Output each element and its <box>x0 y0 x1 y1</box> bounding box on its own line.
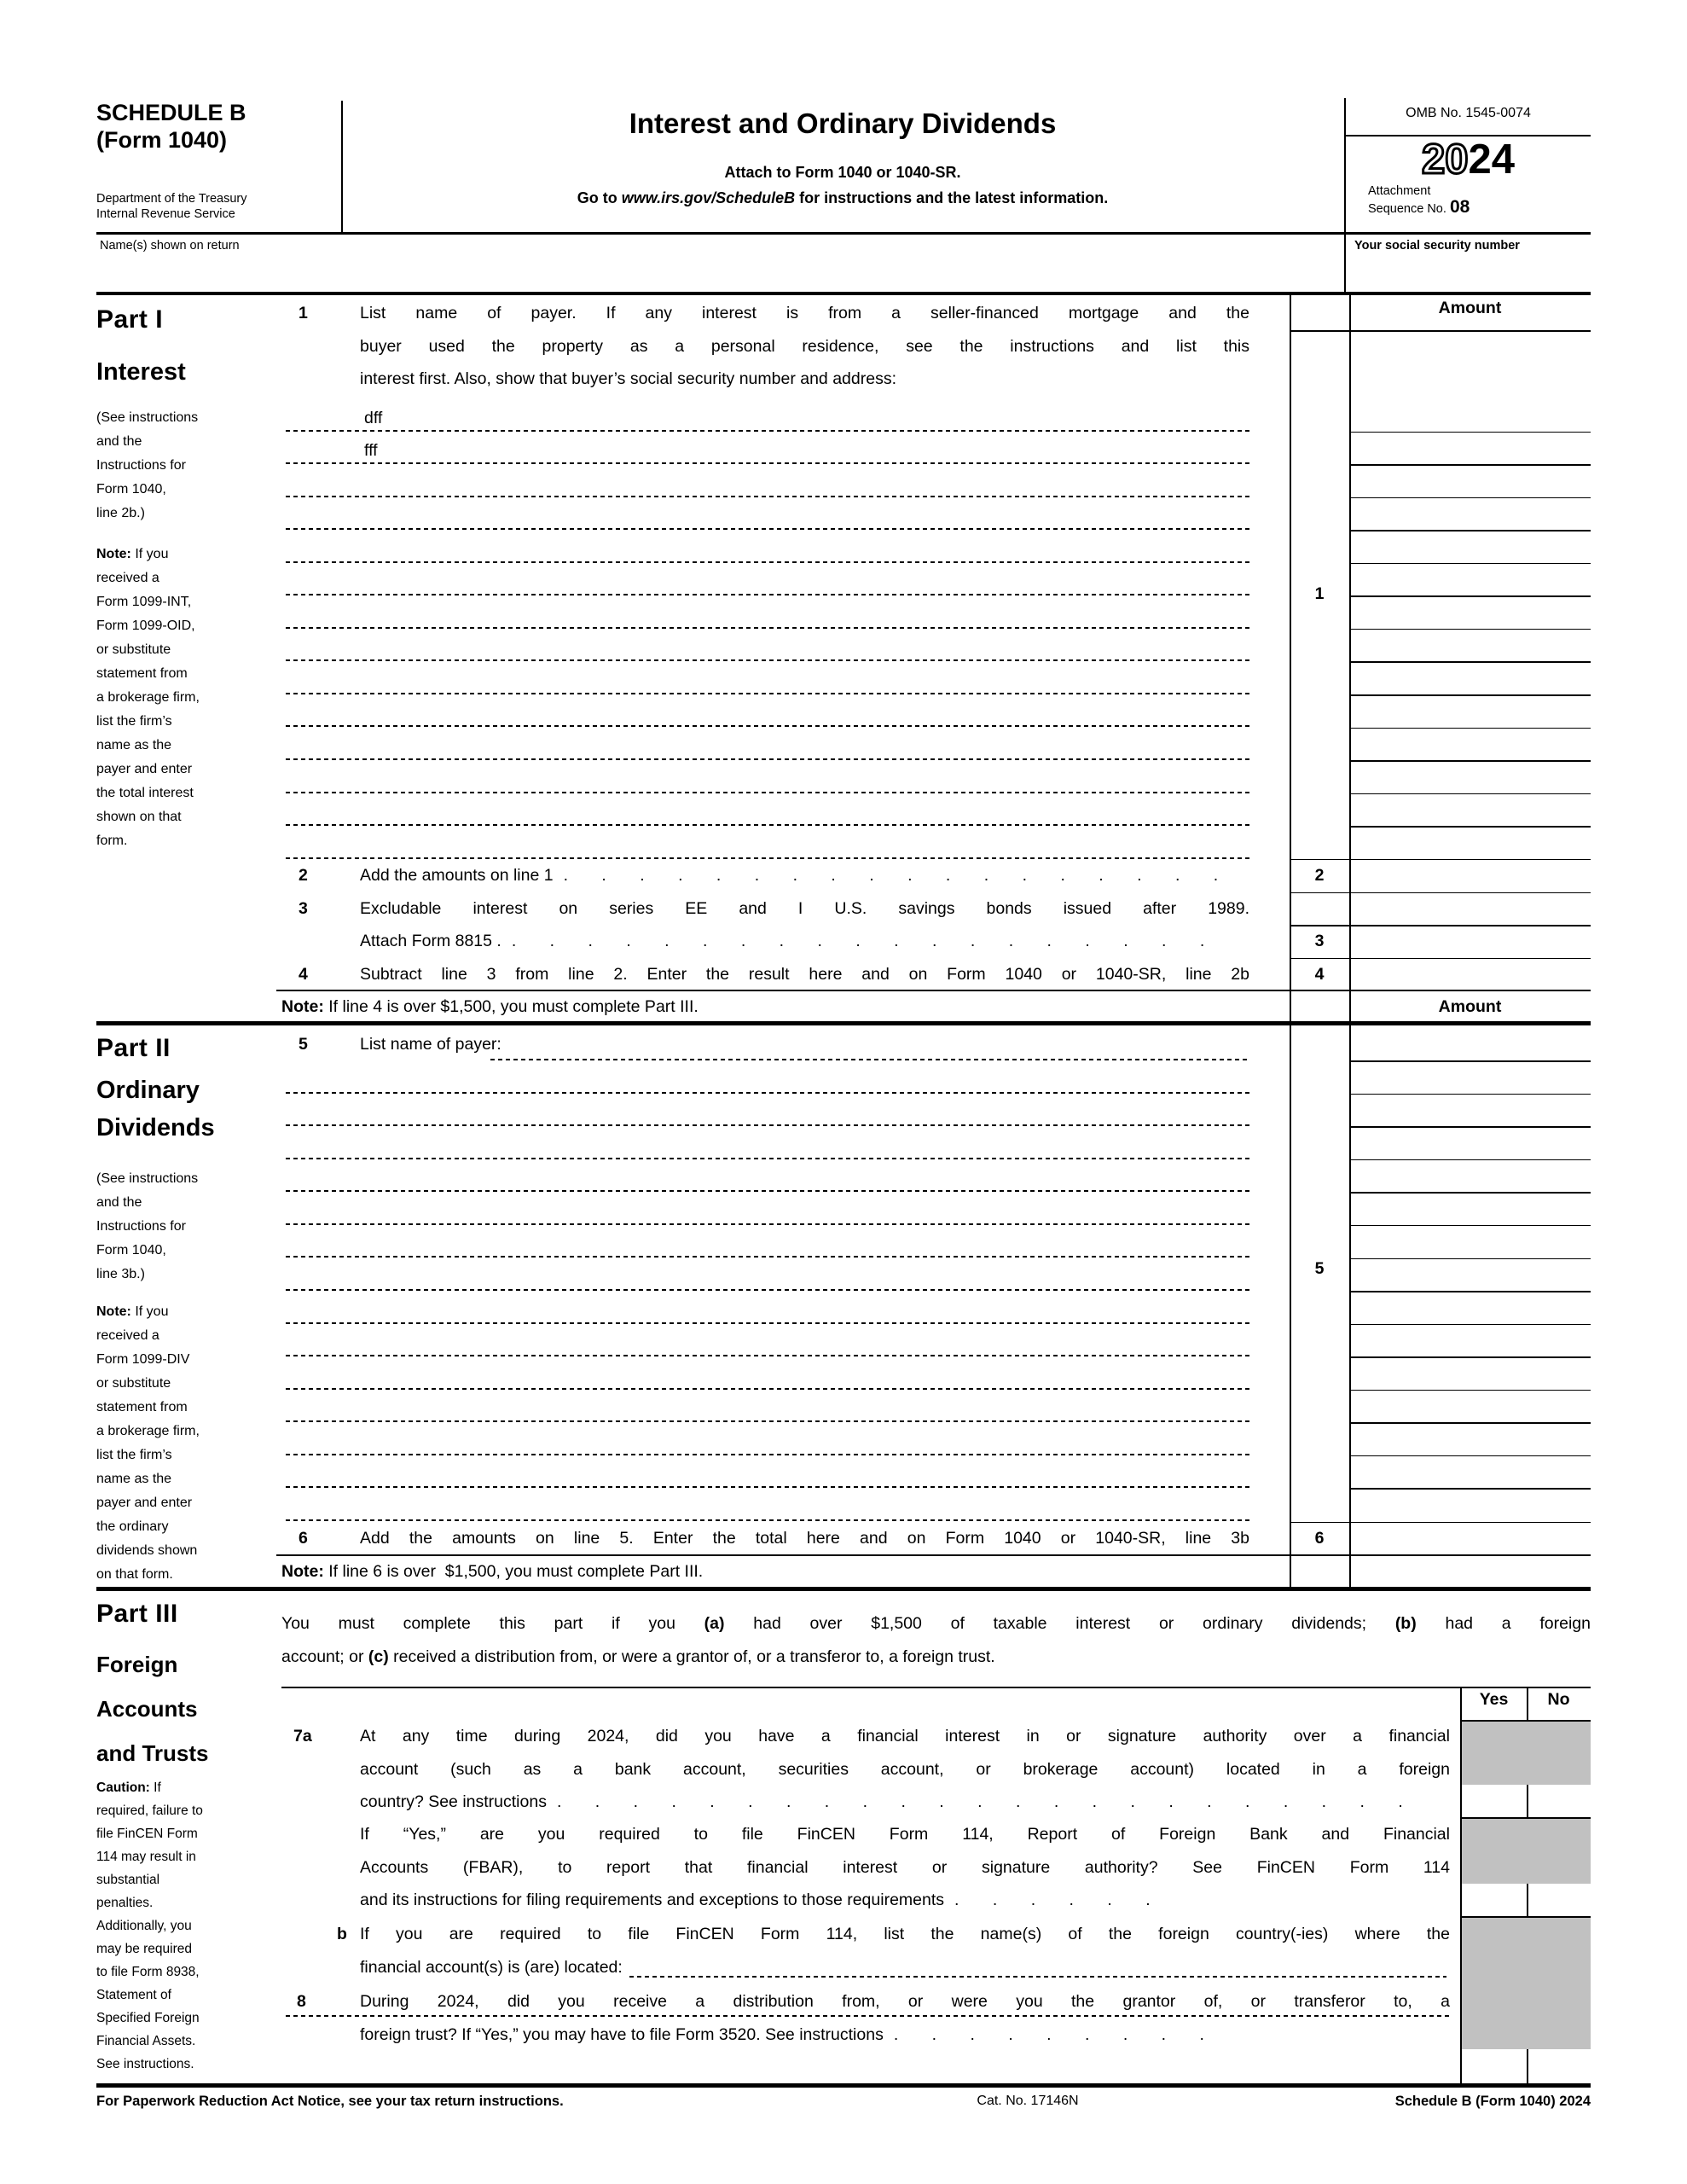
caution-label: Caution: <box>96 1780 150 1795</box>
payer-row[interactable] <box>286 1488 1249 1521</box>
tax-year <box>1346 136 1591 183</box>
sidebar-note-line: file FinCEN Form <box>96 1827 198 1841</box>
sidebar-note-line: Specified Foreign <box>96 2011 200 2025</box>
line1-instructions <box>360 297 1249 396</box>
text-segment: www.irs.gov/ScheduleB <box>621 189 796 206</box>
amount-row-line <box>1349 497 1591 499</box>
sidebar-note-line: may be required <box>96 1942 193 1956</box>
ssn-field[interactable] <box>1354 256 1585 290</box>
amount-row-line <box>1349 1159 1591 1161</box>
sidebar-note-line: received a <box>96 1328 159 1343</box>
sidebar-note-line: Statement of <box>96 1988 171 2002</box>
note-text: If line 4 is over $1,500, you must complete Part III. <box>323 997 699 1016</box>
sidebar-note-line: or substitute <box>96 642 171 657</box>
question-line: If you are required to file FinCEN Form 114, list the name(s) of the foreign country(-ies) where the <box>360 1925 1450 1943</box>
sidebar-note-line: Financial Assets. <box>96 2034 196 2048</box>
question-line: If “Yes,” are you required to file FinCEN Form 114, Report of Foreign Bank and Financial <box>360 1825 1450 1844</box>
sidebar-note-line: shown on that <box>96 810 182 824</box>
part1-note <box>96 543 282 853</box>
shaded-cell-block-fbar <box>1462 1819 1591 1885</box>
payer-row[interactable] <box>286 1225 1249 1258</box>
payer-row[interactable] <box>286 1060 1249 1094</box>
see-line: Instructions for <box>96 1219 186 1234</box>
question-line: account (such as a bank account, securities account, or brokerage account) located in a foreign <box>360 1759 1450 1779</box>
question-line: During 2024, did you receive a distribution from, or were you the grantor of, or transferor to, a <box>360 1992 1450 2011</box>
line7a-yes-cell[interactable] <box>1461 1785 1526 1816</box>
payer-row[interactable] <box>286 760 1249 793</box>
payer-row[interactable] <box>286 694 1249 728</box>
row-line <box>1290 859 1591 861</box>
see-line: and the <box>96 434 142 449</box>
amount-row-line <box>1349 793 1591 795</box>
attach-instruction: Attach to Form 1040 or 1040-SR. <box>724 164 961 181</box>
answer-row-border <box>1460 1916 1591 1918</box>
dot-leader: . . . . . . . . . <box>893 2024 1204 2044</box>
text-segment: received a distribution from, or were a grantor of, or a transferor to, a foreign trust. <box>388 1647 995 1666</box>
part3-intro <box>281 1607 1591 1673</box>
sidebar-note-line: dividends shown <box>96 1543 198 1558</box>
amount-row-line <box>1349 1192 1591 1194</box>
form-bottom-rule <box>96 2083 1591 2088</box>
payer-row[interactable] <box>286 1291 1249 1324</box>
yesno-table-top-border <box>281 1687 1591 1688</box>
line3-text-2: Attach Form 8815 . <box>360 932 501 950</box>
part2-label: Part II <box>96 1034 171 1062</box>
name-field[interactable] <box>100 256 1328 290</box>
line4-box-label: 4 <box>1314 964 1325 984</box>
agency-line2: Internal Revenue Service <box>96 207 235 221</box>
part3-title-3: and Trusts <box>96 1740 209 1766</box>
part2-see-instructions <box>96 1167 280 1287</box>
intro-line <box>281 1607 1591 1641</box>
part1-see-instructions <box>96 406 280 526</box>
text-segment: account; or <box>281 1647 368 1666</box>
payer-list-part1 <box>286 398 1249 859</box>
fbar-text <box>360 1818 1450 1917</box>
amount-row-line <box>1349 464 1591 466</box>
payer-row[interactable] <box>286 1094 1249 1127</box>
yes-header: Yes <box>1479 1690 1509 1709</box>
part2-amount-header: Amount <box>1438 997 1502 1016</box>
sidebar-note-line: substantial <box>96 1873 160 1887</box>
part3-caution <box>96 1776 282 2076</box>
part1-amount-header: Amount <box>1438 299 1502 317</box>
text-segment: (a) <box>704 1614 725 1633</box>
name-label: Name(s) shown on return <box>100 239 240 253</box>
payer-row[interactable] <box>286 497 1249 531</box>
row-line <box>1290 925 1591 926</box>
line6-box-label: 6 <box>1314 1529 1325 1548</box>
line1-box-label: 1 <box>1314 584 1325 603</box>
amount-row-line <box>1349 694 1591 696</box>
note-label: Note: <box>96 547 131 561</box>
question-line: At any time during 2024, did you have a financial interest in or signature authority over a financial <box>360 1727 1450 1745</box>
amount-row-line <box>1349 563 1591 565</box>
fbar-yes-cell[interactable] <box>1461 1884 1526 1915</box>
part1-bottom-note <box>281 990 699 1024</box>
form-header-left <box>96 99 335 222</box>
payer-row[interactable] <box>286 1324 1249 1357</box>
payer-row[interactable] <box>286 1455 1249 1489</box>
payer-row[interactable] <box>286 793 1249 827</box>
amount-row-line <box>1349 1488 1591 1490</box>
sidebar-note-line: Form 1099-DIV <box>96 1352 190 1367</box>
form-header-center <box>343 107 1342 207</box>
see-line: line 2b.) <box>96 506 145 520</box>
part3-label: Part III <box>96 1600 178 1628</box>
text-segment: had a foreign <box>1416 1614 1591 1633</box>
line6-amount-cell[interactable] <box>1351 1523 1590 1554</box>
shaded-cell-block-7b8 <box>1462 1918 1591 2050</box>
sidebar-note-line: a brokerage firm, <box>96 690 200 705</box>
attachment-label: Attachment <box>1368 184 1431 198</box>
sidebar-note-line: See instructions. <box>96 2057 194 2071</box>
payer-row[interactable] <box>286 1126 1249 1159</box>
line2-text <box>360 859 1249 892</box>
sidebar-note-line: statement from <box>96 666 188 681</box>
line7b-number: b <box>337 1925 347 1943</box>
line2-box-label: 2 <box>1314 866 1325 885</box>
line7a-number: 7a <box>293 1727 312 1745</box>
schedule-label: SCHEDULE B <box>96 100 246 125</box>
omb-number: OMB No. 1545-0074 <box>1406 106 1531 120</box>
see-line: Form 1040, <box>96 482 166 497</box>
line8-number: 8 <box>297 1992 306 2011</box>
line4-amount-cell[interactable] <box>1351 958 1590 989</box>
see-line: line 3b.) <box>96 1267 145 1281</box>
row-line <box>1290 892 1591 894</box>
dot-leader: . . . . . . . . . . . . . . . . . . . <box>511 932 1205 950</box>
line1-text: buyer used the property as a personal residence, see the instructions and list this <box>360 336 1249 356</box>
payer-row[interactable] <box>286 661 1249 694</box>
ssn-label: Your social security number <box>1354 239 1520 253</box>
agency-line1: Department of the Treasury <box>96 192 247 206</box>
text-segment: had over $1,500 of taxable interest or ordinary dividends; <box>724 1614 1395 1633</box>
line4-number: 4 <box>299 964 308 984</box>
payer-row[interactable] <box>286 826 1249 859</box>
caution-lines <box>96 1799 282 2076</box>
sidebar-note-line: name as the <box>96 738 172 752</box>
amount-row-line <box>1349 530 1591 531</box>
payer-row[interactable] <box>286 1192 1249 1225</box>
sidebar-note-line: name as the <box>96 1472 172 1486</box>
part2-note <box>96 1300 282 1587</box>
sidebar-note-line: list the firm’s <box>96 714 172 729</box>
country-entry-line[interactable] <box>629 1951 1446 1984</box>
note-text: If you <box>130 1304 169 1319</box>
catalog-number: Cat. No. 17146N <box>977 2094 1079 2108</box>
name-row-bottom-rule <box>96 292 1591 295</box>
question-line: and its instructions for filing requirements and exceptions to those requirements <box>360 1891 945 1909</box>
sidebar-note-line: received a <box>96 571 159 585</box>
part2-title-1: Ordinary <box>96 1077 200 1104</box>
line6-text: Add the amounts on line 5. Enter the total here and on Form 1040 or 1040-SR, line 3b <box>360 1529 1249 1548</box>
sidebar-note-line: or substitute <box>96 1376 171 1391</box>
line6-number: 6 <box>299 1529 308 1548</box>
question-line: country? See instructions <box>360 1792 547 1811</box>
part2-note-lines <box>96 1324 282 1587</box>
question-line: Accounts (FBAR), to report that financial interest or signature authority? See FinCEN Form 114 <box>360 1857 1450 1877</box>
amount-row-line <box>1349 760 1591 762</box>
line5-box-label: 5 <box>1314 1259 1325 1278</box>
goto-instruction <box>343 189 1342 207</box>
paperwork-notice: For Paperwork Reduction Act Notice, see your tax return instructions. <box>96 2094 564 2109</box>
part2-title-2: Dividends <box>96 1114 215 1141</box>
amount-row-line <box>1349 1390 1591 1391</box>
payer-list-part2 <box>286 1060 1249 1521</box>
line1-text: List name of payer. If any interest is from a seller-financed mortgage and the <box>360 304 1249 322</box>
answer-row-border <box>1460 1817 1591 1819</box>
amount-row-line <box>1349 661 1591 663</box>
attachment-sequence <box>1368 184 1591 218</box>
caution-text: If <box>149 1780 161 1795</box>
line8-text <box>360 1985 1450 2051</box>
no-header: No <box>1547 1690 1570 1709</box>
part2-part3-divider <box>96 1587 1591 1591</box>
payer-row[interactable] <box>286 727 1249 760</box>
line1-amount-region[interactable] <box>1351 331 1590 858</box>
part3-title-2: Accounts <box>96 1696 198 1722</box>
payer-row[interactable] <box>286 1390 1249 1423</box>
dot-leader: . . . . . . . . . . . . . . . . . . . . . . . <box>556 1792 1403 1811</box>
part1-label: Part I <box>96 305 164 334</box>
payer-row[interactable] <box>490 1028 1249 1061</box>
amount-row-line <box>1349 1060 1591 1062</box>
amount-row-line <box>1349 1356 1591 1358</box>
line5-text: List name of payer: <box>360 1034 501 1054</box>
line1-number: 1 <box>299 304 308 322</box>
sidebar-note-line: form. <box>96 834 128 848</box>
sidebar-note-line: required, failure to <box>96 1804 203 1818</box>
amount-row-line <box>1349 826 1591 828</box>
line3-text <box>360 892 1249 958</box>
text-segment: for instructions and the latest information. <box>795 189 1109 206</box>
line1-text: interest first. Also, show that buyer’s social security number and address: <box>360 369 896 388</box>
line8-no-cell[interactable] <box>1528 2050 1590 2082</box>
payer-row[interactable] <box>286 1422 1249 1455</box>
name-row-divider <box>1344 235 1346 292</box>
payer-value: dff <box>364 408 383 427</box>
sidebar-note-line: a brokerage firm, <box>96 1424 200 1438</box>
amount-row-line <box>1349 728 1591 729</box>
sidebar-note-line: payer and enter <box>96 762 193 776</box>
part2-bottom-note <box>281 1555 703 1589</box>
footer-form-id: Schedule B (Form 1040) 2024 <box>1394 2094 1591 2109</box>
amount-row-line <box>1349 432 1591 433</box>
form-title: Interest and Ordinary Dividends <box>629 107 1057 139</box>
amount-row-line <box>1349 1094 1591 1095</box>
question-line: financial account(s) is (are) located: <box>360 1957 623 1977</box>
header-bottom-rule <box>96 232 1591 235</box>
sidebar-note-line: payer and enter <box>96 1496 193 1510</box>
note-label: Note: <box>281 997 324 1016</box>
sidebar-note-line: penalties. <box>96 1896 154 1910</box>
amount-row-line <box>1349 1422 1591 1424</box>
see-line: Instructions for <box>96 458 186 473</box>
line3-box-label: 3 <box>1314 932 1325 950</box>
sidebar-note-line: list the firm’s <box>96 1448 172 1462</box>
sidebar-note-line: Additionally, you <box>96 1919 192 1933</box>
amount-row-line <box>1349 1291 1591 1292</box>
question-line: foreign trust? If “Yes,” you may have to file Form 3520. See instructions <box>360 2024 884 2044</box>
line5-number: 5 <box>299 1034 308 1054</box>
payer-row[interactable] <box>286 530 1249 563</box>
sidebar-note-line: the total interest <box>96 786 194 800</box>
part1-title: Interest <box>96 358 186 386</box>
part1-note-lines <box>96 566 282 853</box>
payer-row[interactable] <box>286 398 1249 432</box>
sequence-number: 08 <box>1449 197 1470 217</box>
note-label: Note: <box>96 1304 131 1319</box>
sidebar-note-line: to file Form 8938, <box>96 1965 200 1979</box>
see-line: and the <box>96 1195 142 1210</box>
intro-line <box>281 1641 1591 1674</box>
text-segment: Go to <box>577 189 622 206</box>
amount-row-line <box>1349 1455 1591 1457</box>
tax-year-bold: 24 <box>1468 136 1516 183</box>
payer-row[interactable] <box>286 1258 1249 1291</box>
sidebar-note-line: Form 1099-INT, <box>96 595 192 609</box>
amount-row-line <box>1349 595 1591 597</box>
sidebar-note-line: statement from <box>96 1400 188 1414</box>
payer-row[interactable] <box>286 563 1249 596</box>
fbar-no-cell[interactable] <box>1528 1884 1590 1915</box>
amount-row-line <box>1349 1324 1591 1326</box>
line8-yes-cell[interactable] <box>1461 2050 1526 2082</box>
note-text: If you <box>130 547 169 561</box>
amount-row-line <box>1349 1126 1591 1128</box>
line7a-text <box>360 1720 1450 1819</box>
sidebar-note-line: the ordinary <box>96 1519 169 1534</box>
line3-number: 3 <box>299 898 308 918</box>
line2-amount-cell[interactable] <box>1351 860 1590 892</box>
payer-row[interactable] <box>286 1356 1249 1390</box>
payer-row[interactable] <box>286 595 1249 629</box>
payer-value: fff <box>364 441 378 461</box>
dot-leader: . . . . . . <box>954 1891 1151 1909</box>
part1-part2-divider <box>96 1021 1591 1025</box>
text-segment: (b) <box>1394 1614 1417 1633</box>
tax-year-outline: 20 <box>1421 136 1469 183</box>
amount-row-line <box>1349 1258 1591 1260</box>
line7a-no-cell[interactable] <box>1528 1785 1590 1816</box>
line4-text: Subtract line 3 from line 2. Enter the result here and on Form 1040 or 1040-SR, line 2b <box>360 964 1249 984</box>
part3-title-1: Foreign <box>96 1652 178 1677</box>
sidebar-note-line: 114 may result in <box>96 1850 196 1864</box>
sidebar-note-line: on that form. <box>96 1567 173 1582</box>
note-text: If line 6 is over $1,500, you must complete Part III. <box>323 1562 704 1581</box>
see-line: Form 1040, <box>96 1243 166 1258</box>
amount-row-line <box>1349 629 1591 630</box>
line2-number: 2 <box>299 866 308 885</box>
shaded-cell-block-7a <box>1462 1722 1591 1786</box>
see-line: (See instructions <box>96 410 199 425</box>
payer-row[interactable] <box>286 629 1249 662</box>
line7b-text <box>360 1918 1450 1984</box>
sequence-label: Sequence No. <box>1368 202 1450 216</box>
see-line: (See instructions <box>96 1171 199 1186</box>
text-segment: (c) <box>368 1647 389 1666</box>
dot-leader: . . . . . . . . . . . . . . . . . . <box>563 866 1219 885</box>
line3-text-1: Excludable interest on series EE and I U.S. savings bonds issued after 1989. <box>360 898 1249 918</box>
line5-amount-region[interactable] <box>1351 1025 1590 1520</box>
text-segment: You must complete this part if you <box>281 1614 704 1633</box>
amount-row-line <box>1349 1225 1591 1227</box>
note-label: Note: <box>281 1562 324 1581</box>
line2-label: Add the amounts on line 1 <box>360 866 554 885</box>
payer-row[interactable] <box>286 464 1249 497</box>
payer-row[interactable] <box>286 1159 1249 1193</box>
form-number-label: (Form 1040) <box>96 127 228 153</box>
line3-amount-cell[interactable] <box>1351 926 1590 956</box>
sidebar-note-line: Form 1099-OID, <box>96 619 195 633</box>
payer-row[interactable] <box>286 432 1249 465</box>
